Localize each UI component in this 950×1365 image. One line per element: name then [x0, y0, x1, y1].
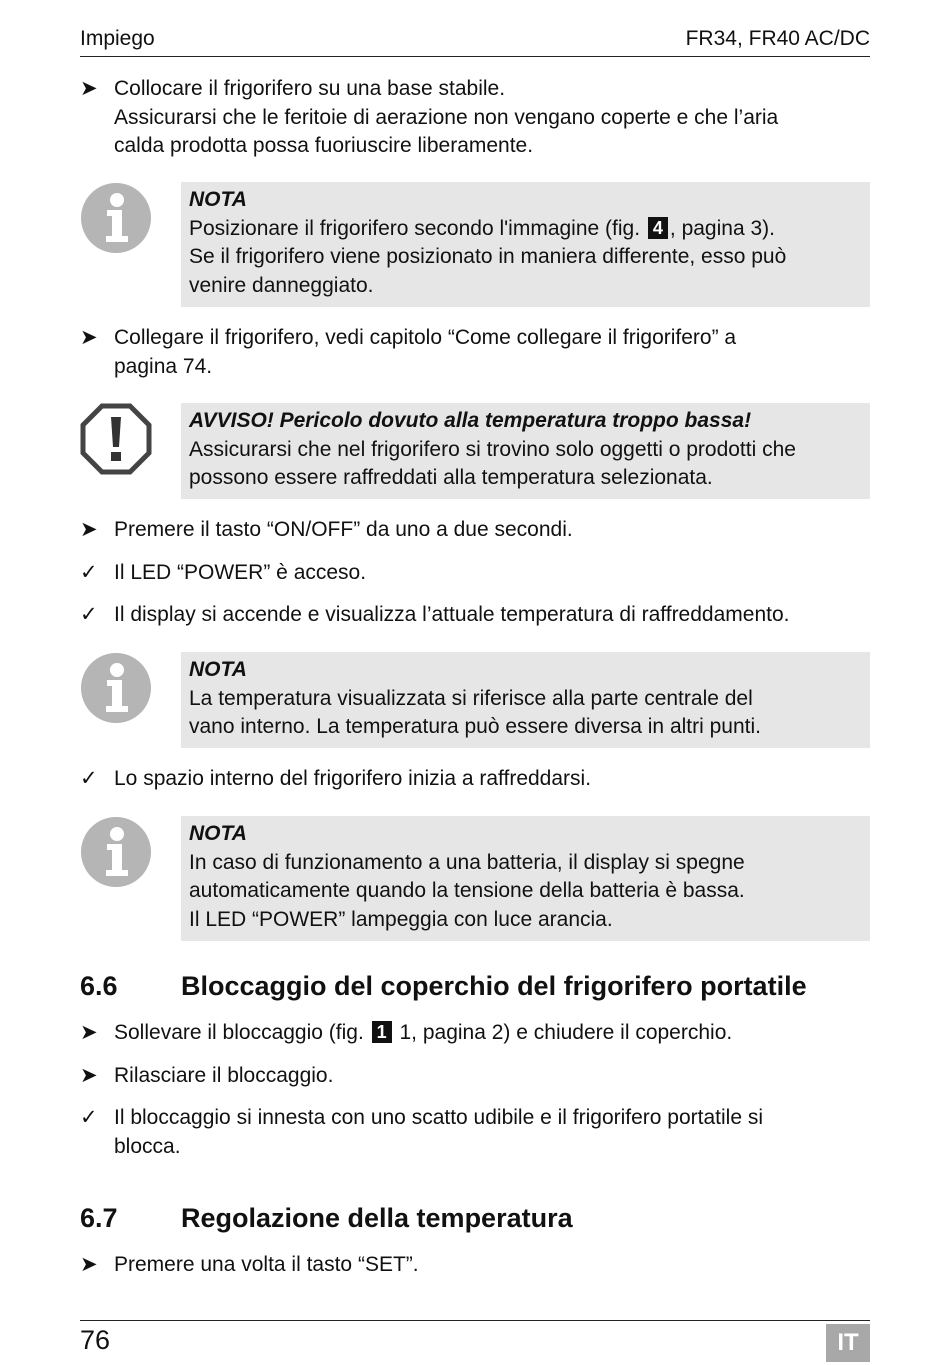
result-line: Il bloccaggio si innesta con uno scatto udibile e il frigorifero portatile si [114, 1106, 764, 1129]
check-icon: ✓ [80, 767, 98, 790]
result-lock-engaged [80, 1104, 870, 1161]
note-box [181, 652, 870, 748]
note-line: La temperatura visualizzata si riferisce alla parte centrale del [189, 686, 753, 710]
note-line: Se il frigorifero viene posizionato in maniera differente, esso può [189, 245, 787, 268]
note-line: Il LED “POWER” lampeggia con luce arancia. [189, 907, 613, 931]
section-number: 6.7 [80, 1203, 118, 1233]
result-display-on [80, 601, 870, 630]
note-line: automaticamente quando la tensione della batteria è bassa. [189, 879, 745, 902]
arrow-icon: ➤ [80, 518, 98, 541]
check-icon: ✓ [80, 603, 98, 626]
figure-ref-badge: 4 [648, 217, 668, 239]
note-text: , pagina 3). [669, 216, 775, 240]
section-title: Bloccaggio del coperchio del frigorifero portatile [181, 971, 807, 1001]
header-section: Impiego [80, 27, 155, 50]
warning-octagon-icon [80, 403, 152, 475]
arrow-icon: ➤ [80, 1064, 98, 1087]
note-title: NOTA [189, 658, 247, 681]
note-title: NOTA [189, 822, 247, 845]
page-footer [80, 1320, 870, 1356]
arrow-icon: ➤ [80, 1253, 98, 1276]
note-box [181, 182, 870, 307]
step-line: Rilasciare il bloccaggio. [114, 1064, 334, 1087]
check-icon: ✓ [80, 561, 98, 584]
step-line: Premere il tasto “ON/OFF” da uno a due secondi. [114, 518, 573, 541]
figure-ref-badge: 1 [372, 1021, 392, 1043]
section-title: Regolazione della temperatura [181, 1203, 573, 1233]
note-line: In caso di funzionamento a una batteria, il display si spegne [189, 850, 745, 874]
step-release-lock [80, 1062, 870, 1091]
result-line: blocca. [114, 1134, 181, 1158]
arrow-icon: ➤ [80, 77, 98, 100]
page-header [80, 26, 870, 57]
note-line: venire danneggiato. [189, 273, 374, 297]
arrow-icon: ➤ [80, 326, 98, 349]
arrow-icon: ➤ [80, 1021, 98, 1044]
language-tab: IT [826, 1324, 870, 1362]
result-cooling [80, 765, 870, 794]
header-model: FR34, FR40 AC/DC [685, 27, 870, 50]
page-number: 76 [80, 1325, 111, 1355]
step-press-set [80, 1251, 870, 1280]
warning-line: Assicurarsi che nel frigorifero si trovino solo oggetti o prodotti che [189, 437, 796, 461]
info-icon [80, 816, 152, 888]
step-line [114, 1019, 870, 1048]
result-led-on [80, 559, 870, 588]
info-icon [80, 182, 152, 254]
result-line: Il LED “POWER” è acceso. [114, 561, 367, 584]
step-place-fridge [80, 75, 870, 161]
note-text: Posizionare il frigorifero secondo l'immagine (fig. [189, 216, 641, 240]
step-press-onoff [80, 516, 870, 545]
note-line: vano interno. La temperatura può essere diversa in altri punti. [189, 715, 761, 738]
step-line: Collocare il frigorifero su una base stabile. [114, 77, 506, 100]
note-line [189, 215, 862, 244]
section-number: 6.6 [80, 971, 118, 1001]
warning-title: AVVISO! Pericolo dovuto alla temperatura troppo bassa! [189, 409, 752, 432]
warning-line: possono essere raffreddati alla temperatura selezionata. [189, 466, 713, 489]
warning-box [181, 403, 870, 499]
step-text: 1, pagina 2) e chiudere il coperchio. [399, 1021, 733, 1044]
step-connect-fridge [80, 324, 870, 381]
result-line: Lo spazio interno del frigorifero inizia a raffreddarsi. [114, 767, 592, 790]
step-line: pagina 74. [114, 354, 213, 378]
step-lift-lock [80, 1019, 870, 1048]
step-line: Premere una volta il tasto “SET”. [114, 1253, 419, 1276]
step-text: Sollevare il bloccaggio (fig. [114, 1021, 364, 1044]
note-title: NOTA [189, 188, 247, 211]
check-icon: ✓ [80, 1106, 98, 1129]
step-line: calda prodotta possa fuoriuscire liberamente. [114, 134, 534, 157]
step-line: Assicurarsi che le feritoie di aerazione non vengano coperte e che l’aria [114, 105, 779, 129]
step-line: Collegare il frigorifero, vedi capitolo “Come collegare il frigorifero” a [114, 326, 737, 349]
info-icon [80, 652, 152, 724]
result-line: Il display si accende e visualizza l’attuale temperatura di raffreddamento. [114, 603, 790, 626]
note-box [181, 816, 870, 941]
